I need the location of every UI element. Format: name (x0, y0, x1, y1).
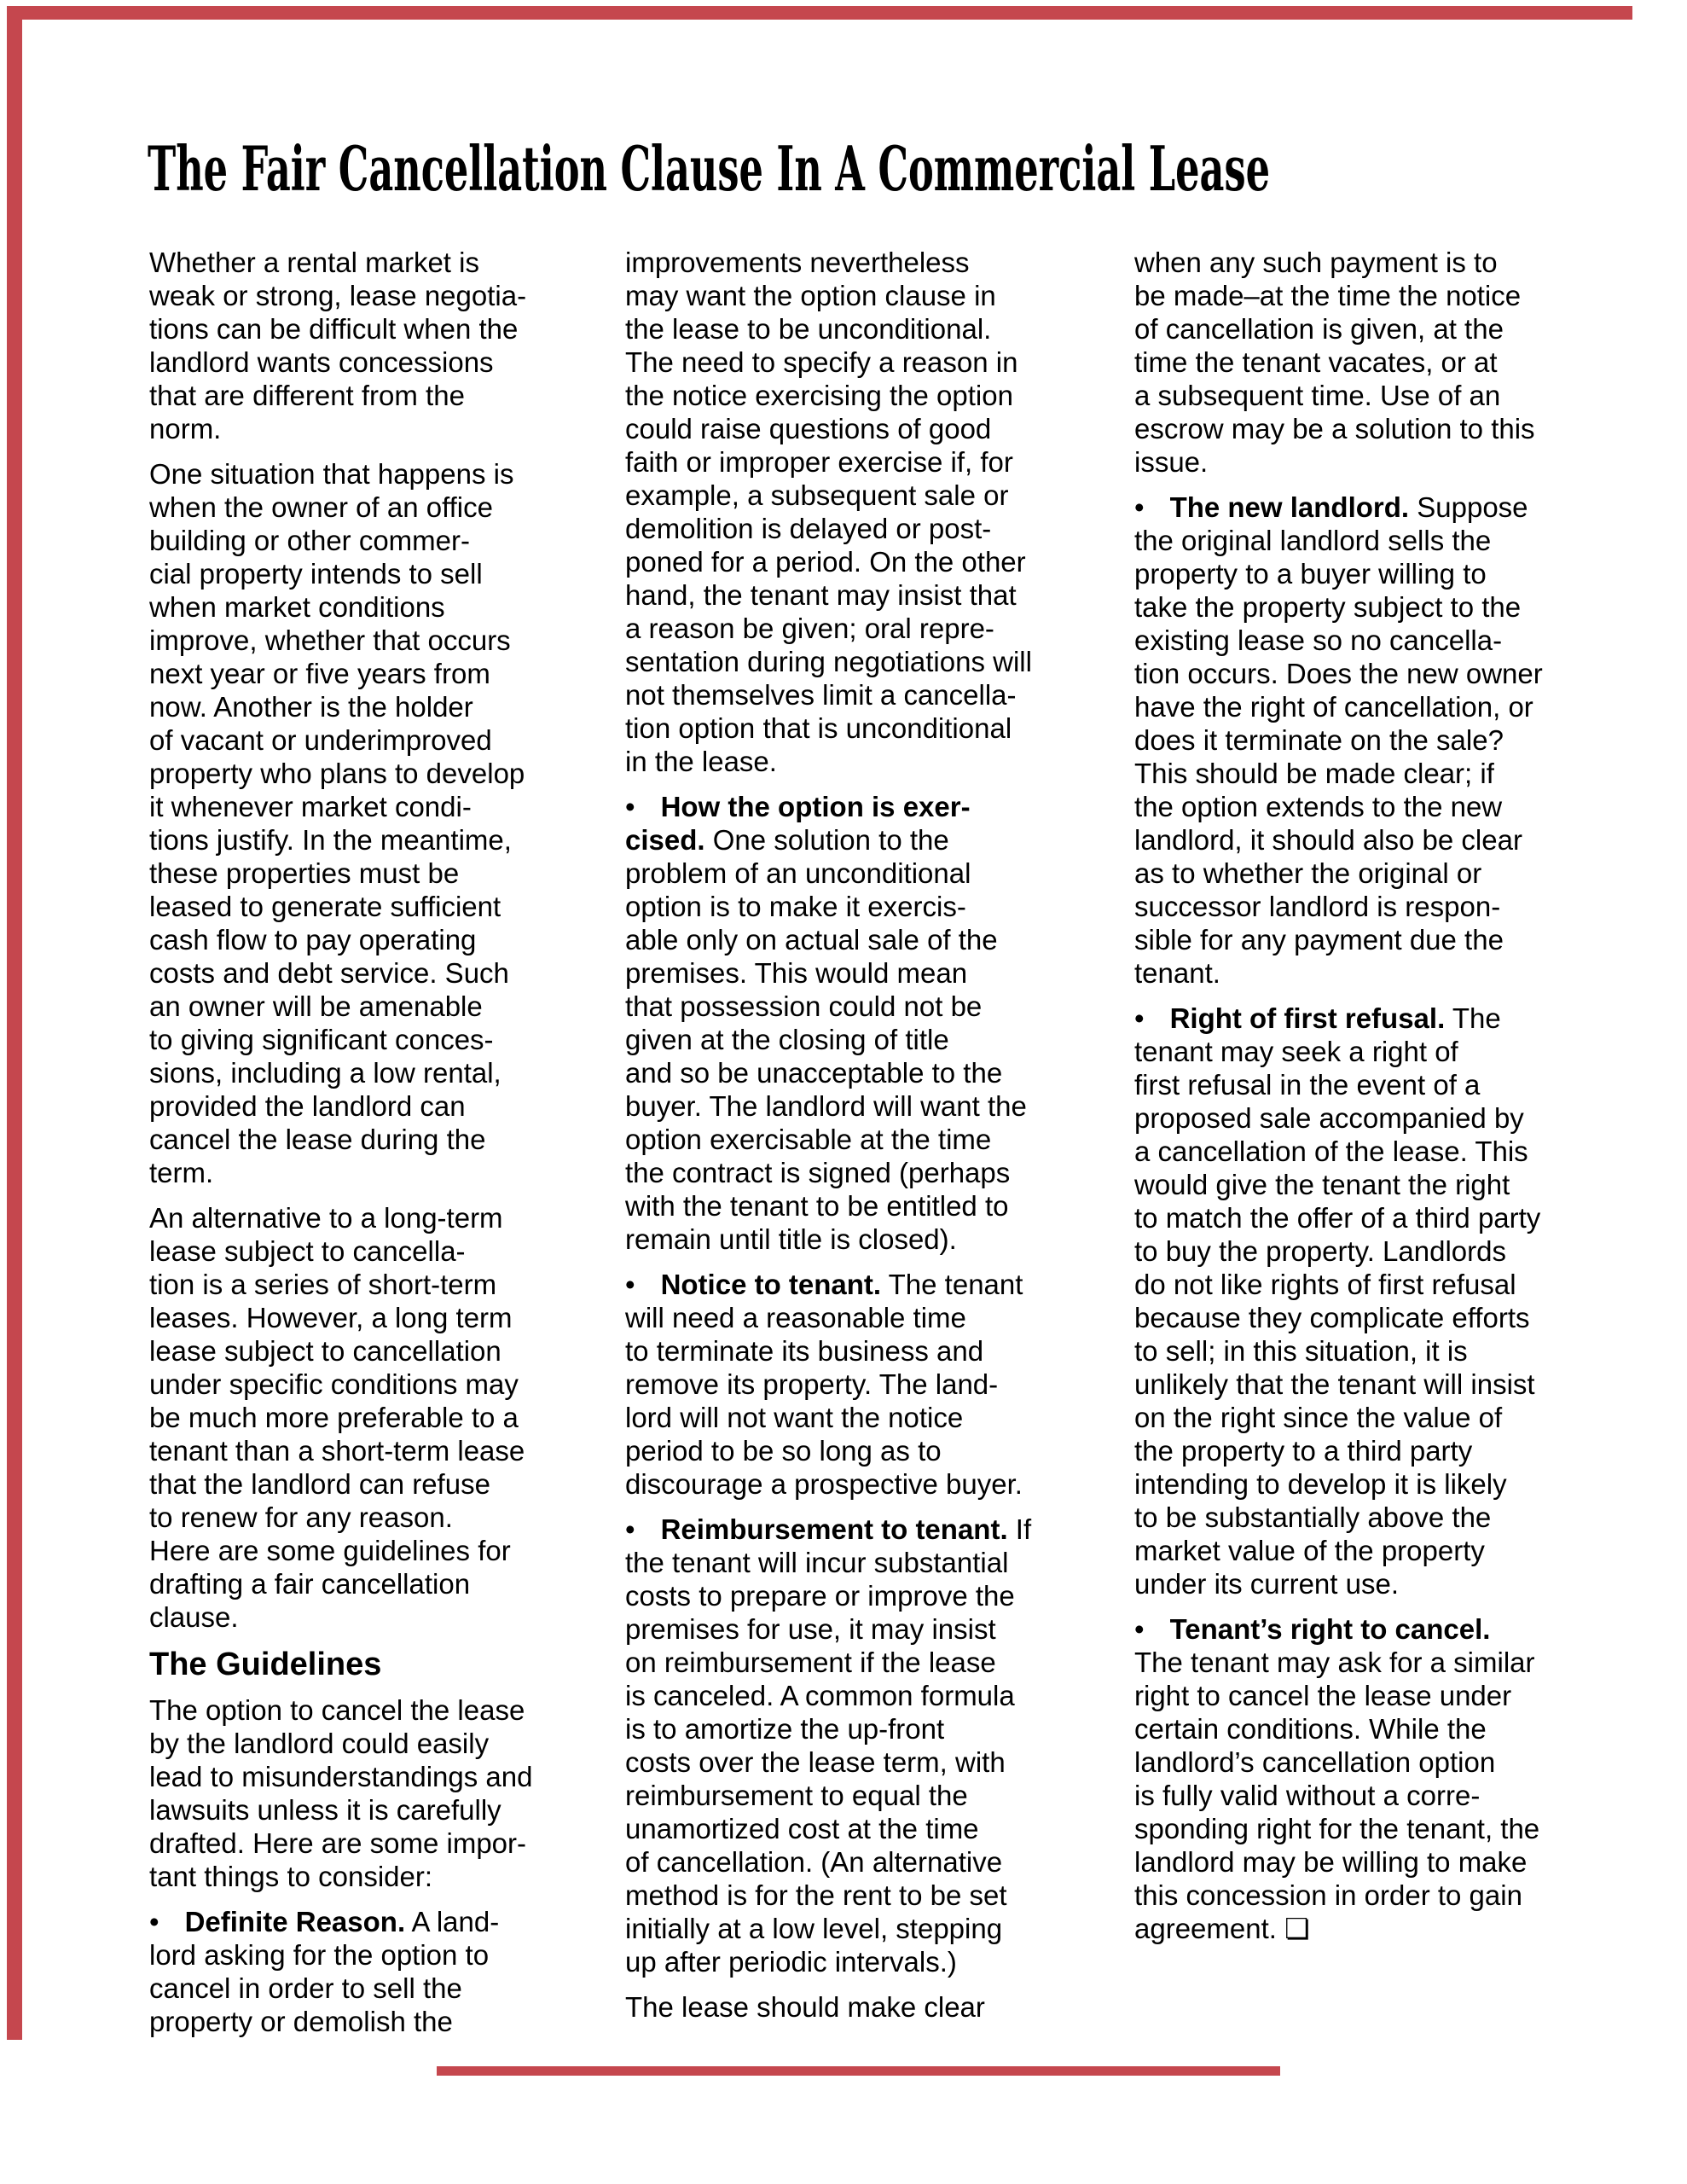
paragraph: The lease should make clear (625, 1991, 985, 2023)
bullet-text: The tenant may seek a right of first refusal in the event of a proposed sale accompanied by a cancellation of the lease. This would give the tenant the right to match the offer of a third party to buy the property. Landlords do not like rights of first refusal because they complicate efforts to sell; in this situation, it is unlikely that the tenant will insist on the right since the value of the property to a third party intending to develop it is likely to be substantially above the market value of the property under its current use. (1134, 1002, 1541, 1600)
bullet-marker: • (1134, 491, 1145, 523)
left-accent-bar (7, 6, 22, 2040)
bullet-item (625, 1513, 1103, 1978)
paragraph: Whether a rental market is weak or strong, lease negotia- tions can be difficult when the landlord wants concessions that are different from the norm. (149, 247, 527, 444)
top-accent-bar (7, 6, 1632, 20)
bullet-lead: The new landlord. (1169, 491, 1410, 523)
paragraph: An alternative to a long-term lease subject to cancella- tion is a series of short-term leases. However, a long term lease subject to cancellation under specific conditions may be much more preferable to a tenant than a short-term lease that the landlord can refuse to renew for any reason. Here are some guidelines for drafting a fair cancellation clause. (149, 1202, 525, 1633)
article-title: The Fair Cancellation Clause In A Commercial Lease (148, 132, 1270, 205)
bullet-item (1134, 1612, 1619, 1945)
bullet-item (625, 790, 1103, 1256)
bullet-text: If the tenant will incur substantial costs to prepare or improve the premises for use, it may insist on reimbursement if the lease is canceled. A common formula is to amortize the up-front costs over the lease term, with reimbursement to equal the unamortized cost at the time of cancellation. (An alternative method is for the rent to be set initially at a low level, stepping up after periodic intervals.) (625, 1513, 1032, 1978)
bullet-item (1134, 491, 1619, 990)
column-2 (625, 246, 1103, 2036)
bullet-text: One solution to the problem of an unconditional option is to make it exercis- able only on actual sale of the premises. This would mean that possession could not be given at the closing of title and so be unacceptable to the buyer. The landlord will want the option exercisable at the time the contract is signed (perhaps with the tenant to be entitled to remain until title is closed). (625, 824, 1027, 1255)
bullet-lead: Reimbursement to tenant. (660, 1513, 1008, 1545)
bullet-text: The tenant will need a reasonable time to terminate its business and remove its property. The land- lord will not want the notice period to be so long as to discourage a prospective buyer. (625, 1269, 1023, 1500)
paragraph: improvements nevertheless may want the option clause in the lease to be unconditional. The need to specify a reason in the notice exercising the option could raise questions of good faith or improper exercise if, for example, a subsequent sale or demolition is delayed or post- poned for a period. On the other hand, the tenant may insist that a reason be given; oral repre- sentation during negotiations will not themselves limit a cancella- tion option that is unconditional in the lease. (625, 247, 1032, 777)
bullet-marker: • (149, 1906, 159, 1937)
column-3 (1134, 246, 1619, 1957)
bullet-marker: • (1134, 1613, 1145, 1645)
paragraph: when any such payment is to be made–at the time the notice of cancellation is given, at the time the tenant vacates, or at a subsequent time. Use of an escrow may be a solution to this issue. (1134, 247, 1535, 478)
bullet-marker: • (625, 1269, 635, 1300)
paragraph: The option to cancel the lease by the landlord could easily lead to misunderstandings and lawsuits unless it is carefully drafted. Here are some impor- tant things to consider: (149, 1694, 533, 1892)
section-heading-guidelines: The Guidelines (149, 1647, 382, 1682)
bullet-lead: How the option is exer- cised. (625, 791, 971, 856)
bullet-text: A land- lord asking for the option to cancel in order to sell the property or demolish the (149, 1906, 500, 2037)
bullet-lead: Right of first refusal. (1169, 1002, 1446, 1034)
bullet-lead: Notice to tenant. (660, 1269, 882, 1300)
bottom-accent-bar (437, 2066, 1280, 2076)
bullet-marker: • (625, 791, 635, 822)
column-1 (149, 246, 593, 2050)
bullet-item (625, 1268, 1103, 1501)
bullet-lead: Tenant’s right to cancel. (1169, 1613, 1491, 1645)
bullet-item (149, 1905, 593, 2038)
bullet-marker: • (625, 1513, 635, 1545)
bullet-text: Suppose the original landlord sells the property to a buyer willing to take the property subject to the existing lease so no cancella- tion occurs. Does the new owner have the right of cancellation, or does it terminate on the sale? This should be made clear; if the option extends to the new landlord, it should also be clear as to whether the original or successor landlord is respon- sible for any payment due the tenant. (1134, 491, 1543, 989)
bullet-lead: Definite Reason. (184, 1906, 406, 1937)
bullet-item (1134, 1002, 1619, 1600)
paragraph: One situation that happens is when the owner of an office building or other commer- cial property intends to sell when market conditions improve, whether that occurs next year or five years from now. Another is the holder of vacant or underimproved property who plans to develop it whenever market condi- tions justify. In the meantime, these properties must be leased to generate sufficient cash flow to pay operating costs and debt service. Such an owner will be amenable to giving significant conces- sions, including a low rental, provided the landlord can cancel the lease during the term. (149, 458, 525, 1188)
bullet-text: The tenant may ask for a similar right to cancel the lease under certain conditions. While the landlord’s cancellation option is fully valid without a corre- sponding right for the tenant, the landlord may be willing to make this concession in order to gain agreement. ❏ (1134, 1647, 1540, 1944)
bullet-marker: • (1134, 1002, 1145, 1034)
